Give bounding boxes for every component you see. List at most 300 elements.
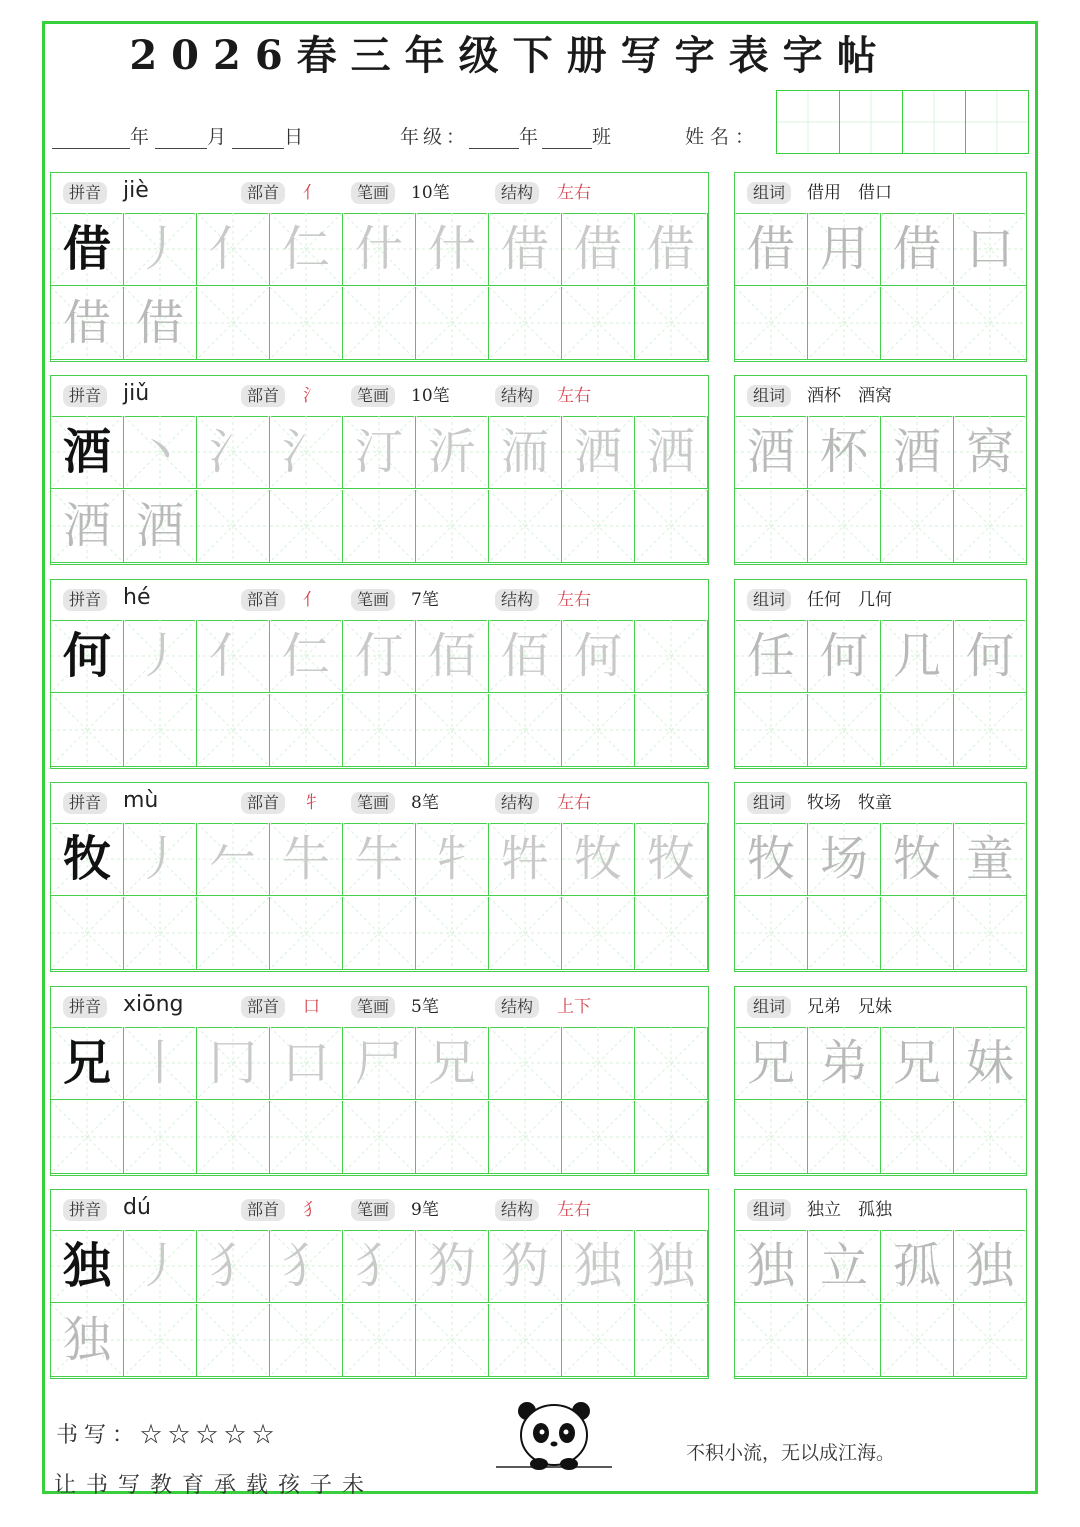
stroke-step-cell[interactable] [197, 1027, 270, 1100]
word-cell-char: 窝 [965, 424, 1014, 480]
practice-cell[interactable] [270, 694, 343, 767]
words-grid [735, 213, 1026, 361]
word-practice-cell[interactable] [808, 287, 881, 360]
word-cell[interactable] [954, 620, 1027, 693]
practice-cell[interactable] [343, 287, 416, 360]
practice-cell[interactable] [124, 694, 197, 767]
radical-value: 口 [303, 997, 320, 1017]
stroke-step-cell[interactable] [197, 416, 270, 489]
month-label: 月 [207, 126, 227, 148]
stroke-step-cell[interactable] [489, 213, 562, 286]
words-tag: 组词 [747, 1199, 791, 1221]
stroke-step-cell[interactable] [562, 823, 635, 896]
stroke-step-cell-char: 丶 [135, 424, 184, 480]
stroke-step-cell[interactable] [562, 1027, 635, 1100]
stroke-step-cell[interactable] [270, 1027, 343, 1100]
word-cell[interactable] [954, 213, 1027, 286]
stroke-step-cell-char: 什 [354, 221, 403, 277]
word-practice-cell[interactable] [735, 1304, 808, 1377]
grade-label: 年级： [400, 126, 470, 148]
word-cell[interactable] [881, 823, 954, 896]
word-cell-char: 借 [892, 221, 941, 277]
word-practice-cell[interactable] [808, 490, 881, 563]
practice-cell[interactable] [197, 897, 270, 970]
stroke-step-cell[interactable] [124, 416, 197, 489]
words-grid [735, 823, 1026, 971]
stroke-step-cell[interactable] [343, 1230, 416, 1303]
word-practice-cell[interactable] [954, 1304, 1027, 1377]
writing-grid [51, 1230, 708, 1378]
word-cell-char: 借 [746, 221, 795, 277]
stroke-step-cell-char: 氵 [281, 424, 330, 480]
stroke-step-cell[interactable] [562, 620, 635, 693]
pinyin-value: jiè [123, 178, 149, 203]
structure-tag: 结构 [495, 1199, 539, 1221]
word-practice-cell[interactable] [808, 897, 881, 970]
model-cell-char: 牧 [62, 831, 111, 887]
practice-cell[interactable] [51, 1101, 124, 1174]
practice-cell-char: 独 [62, 1312, 111, 1368]
word-cell-char: 酒 [746, 424, 795, 480]
page-title: 2026春三年级下册写字表字帖 [129, 32, 891, 79]
stroke-step-cell[interactable] [343, 1027, 416, 1100]
grade-class-label: 班 [592, 126, 616, 148]
practice-cell[interactable] [489, 1304, 562, 1377]
stroke-step-cell[interactable] [416, 1027, 489, 1100]
word-cell-char: 酒 [892, 424, 941, 480]
practice-cell[interactable] [197, 1304, 270, 1377]
stroke-step-cell-char: 犳 [500, 1238, 549, 1294]
stroke-step-cell[interactable] [270, 213, 343, 286]
practice-cell[interactable] [635, 490, 708, 563]
practice-cell[interactable] [489, 694, 562, 767]
word-cell[interactable] [808, 416, 881, 489]
practice-cell[interactable] [343, 1101, 416, 1174]
stroke-step-cell[interactable] [489, 620, 562, 693]
stroke-step-cell[interactable] [343, 416, 416, 489]
pinyin-value: xiōng [123, 992, 184, 1017]
stroke-step-cell-char: 独 [573, 1238, 622, 1294]
stroke-step-cell[interactable] [416, 1230, 489, 1303]
stroke-step-cell-char: 犭 [208, 1238, 257, 1294]
word-practice-cell[interactable] [808, 694, 881, 767]
structure-tag: 结构 [495, 589, 539, 611]
stroke-step-cell-char: 丨 [135, 1035, 184, 1091]
word-practice-cell[interactable] [735, 1101, 808, 1174]
practice-cell[interactable] [489, 1101, 562, 1174]
practice-cell[interactable] [270, 1101, 343, 1174]
words-info [735, 1190, 1026, 1231]
model-cell[interactable] [51, 416, 124, 489]
word-practice-cell[interactable] [954, 897, 1027, 970]
practice-cell[interactable] [124, 490, 197, 563]
quote: 不积小流，无以成江海。 [686, 1442, 896, 1464]
word-cell[interactable] [881, 1230, 954, 1303]
pinyin-value: mù [123, 788, 159, 813]
char-block [50, 172, 1027, 362]
practice-cell[interactable] [51, 490, 124, 563]
stroke-step-cell[interactable] [270, 1230, 343, 1303]
words-info [735, 173, 1026, 214]
word-cell[interactable] [881, 416, 954, 489]
practice-cell-char: 借 [135, 295, 184, 351]
stroke-step-cell-char: 尸 [354, 1035, 403, 1091]
structure-value: 左右 [557, 386, 591, 406]
char-info [51, 173, 708, 214]
words-grid [735, 1230, 1026, 1378]
structure-tag: 结构 [495, 385, 539, 407]
grade-line [400, 122, 615, 149]
word-practice-cell[interactable] [735, 897, 808, 970]
stroke-step-cell[interactable] [343, 823, 416, 896]
stroke-step-cell-char: 独 [646, 1238, 695, 1294]
stroke-step-cell[interactable] [489, 416, 562, 489]
char-info [51, 987, 708, 1028]
stroke-step-cell[interactable] [343, 213, 416, 286]
model-cell[interactable] [51, 1027, 124, 1100]
word-cell-char: 立 [819, 1238, 868, 1294]
word-practice-cell[interactable] [881, 1304, 954, 1377]
word-practice-cell[interactable] [954, 694, 1027, 767]
practice-cell[interactable] [635, 1101, 708, 1174]
words-panel [734, 579, 1027, 769]
practice-cell[interactable] [197, 1101, 270, 1174]
radical-value: 亻 [303, 183, 320, 203]
practice-cell[interactable] [51, 287, 124, 360]
stroke-step-cell[interactable] [197, 823, 270, 896]
pinyin-tag: 拼音 [63, 385, 107, 407]
char-info [51, 783, 708, 824]
practice-cell[interactable] [416, 897, 489, 970]
practice-cell[interactable] [416, 287, 489, 360]
practice-cell[interactable] [635, 694, 708, 767]
practice-cell[interactable] [270, 287, 343, 360]
stroke-step-cell-char: 丿 [135, 1238, 184, 1294]
char-panel [50, 986, 709, 1176]
stroke-step-cell-char: 牪 [500, 831, 549, 887]
stroke-step-cell-char: 犭 [354, 1238, 403, 1294]
radical-value: 牜 [303, 793, 320, 813]
stroke-step-cell-char: 仁 [281, 221, 330, 277]
stroke-step-cell[interactable] [489, 1230, 562, 1303]
stroke-step-cell-char: 亻 [208, 221, 257, 277]
practice-cell[interactable] [124, 1304, 197, 1377]
char-info [51, 376, 708, 417]
stroke-step-cell[interactable] [197, 620, 270, 693]
practice-cell[interactable] [416, 1304, 489, 1377]
practice-cell[interactable] [489, 490, 562, 563]
word-cell-char: 口 [965, 221, 1014, 277]
word-cell[interactable] [881, 1027, 954, 1100]
practice-cell[interactable] [562, 287, 635, 360]
practice-cell[interactable] [562, 897, 635, 970]
stroke-step-cell-char: 牧 [573, 831, 622, 887]
word-cell-char: 牧 [746, 831, 795, 887]
stroke-step-cell[interactable] [124, 620, 197, 693]
stroke-step-cell-char: 洒 [646, 424, 695, 480]
stroke-step-cell[interactable] [635, 1230, 708, 1303]
stroke-step-cell-char: 洒 [573, 424, 622, 480]
practice-cell[interactable] [343, 490, 416, 563]
word-practice-cell[interactable] [954, 1101, 1027, 1174]
pinyin-tag: 拼音 [63, 589, 107, 611]
practice-cell[interactable] [343, 897, 416, 970]
practice-cell[interactable] [343, 1304, 416, 1377]
word-cell-char: 童 [965, 831, 1014, 887]
stroke-step-cell[interactable] [270, 620, 343, 693]
year-label: 年 [130, 126, 150, 148]
writing-grid [51, 620, 708, 768]
words-grid [735, 1027, 1026, 1175]
practice-cell[interactable] [416, 1101, 489, 1174]
stroke-step-cell-char: 牜 [427, 831, 476, 887]
word-practice-cell[interactable] [881, 287, 954, 360]
radical-tag: 部首 [241, 792, 285, 814]
stroke-step-cell[interactable] [562, 213, 635, 286]
structure-tag: 结构 [495, 182, 539, 204]
practice-cell[interactable] [562, 694, 635, 767]
practice-cell[interactable] [51, 897, 124, 970]
word-practice-cell[interactable] [735, 490, 808, 563]
word-cell-char: 用 [819, 221, 868, 277]
practice-cell[interactable] [489, 897, 562, 970]
char-info [51, 580, 708, 621]
word-practice-cell[interactable] [808, 1101, 881, 1174]
words-value: 酒杯 酒窝 [807, 386, 892, 406]
stroke-step-cell[interactable] [270, 416, 343, 489]
structure-value: 左右 [557, 590, 591, 610]
model-cell[interactable] [51, 620, 124, 693]
name-box[interactable] [966, 91, 1028, 153]
stroke-step-cell[interactable] [124, 823, 197, 896]
stroke-step-cell[interactable] [416, 213, 489, 286]
word-cell[interactable] [808, 1230, 881, 1303]
name-box[interactable] [903, 91, 966, 153]
stroke-step-cell[interactable] [124, 213, 197, 286]
stroke-step-cell[interactable] [635, 416, 708, 489]
stroke-step-cell[interactable] [562, 416, 635, 489]
practice-cell[interactable] [270, 1304, 343, 1377]
stroke-step-cell[interactable] [635, 620, 708, 693]
model-cell-char: 独 [62, 1238, 111, 1294]
practice-cell-char: 借 [62, 295, 111, 351]
word-cell-char: 牧 [892, 831, 941, 887]
stroke-step-cell[interactable] [416, 620, 489, 693]
grade-year-label: 年 [519, 126, 543, 148]
stroke-step-cell[interactable] [270, 823, 343, 896]
stroke-step-cell[interactable] [635, 1027, 708, 1100]
radical-tag: 部首 [241, 385, 285, 407]
practice-cell[interactable] [416, 490, 489, 563]
word-practice-cell[interactable] [881, 1101, 954, 1174]
practice-cell[interactable] [197, 694, 270, 767]
radical-value: 亻 [303, 590, 320, 610]
words-tag: 组词 [747, 182, 791, 204]
word-practice-cell[interactable] [954, 287, 1027, 360]
practice-cell[interactable] [416, 694, 489, 767]
word-cell[interactable] [735, 1230, 808, 1303]
stroke-step-cell[interactable] [416, 823, 489, 896]
practice-cell[interactable] [635, 897, 708, 970]
structure-value: 上下 [557, 997, 591, 1017]
structure-value: 左右 [557, 183, 591, 203]
words-grid [735, 416, 1026, 564]
structure-value: 左右 [557, 1200, 591, 1220]
word-cell[interactable] [881, 213, 954, 286]
practice-cell[interactable] [562, 490, 635, 563]
model-cell-char: 何 [62, 628, 111, 684]
strokes-value: 10笔 [411, 386, 450, 406]
pinyin-tag: 拼音 [63, 1199, 107, 1221]
practice-cell[interactable] [489, 287, 562, 360]
model-cell[interactable] [51, 1230, 124, 1303]
char-panel [50, 579, 709, 769]
model-cell-char: 借 [62, 221, 111, 277]
stroke-step-cell[interactable] [124, 1230, 197, 1303]
words-info [735, 376, 1026, 417]
word-cell[interactable] [954, 823, 1027, 896]
words-tag: 组词 [747, 792, 791, 814]
strokes-tag: 笔画 [351, 589, 395, 611]
practice-cell[interactable] [343, 694, 416, 767]
word-cell-char: 弟 [819, 1035, 868, 1091]
word-cell[interactable] [735, 213, 808, 286]
practice-cell[interactable] [270, 897, 343, 970]
stroke-step-cell-char: 仃 [354, 628, 403, 684]
word-cell-char: 独 [965, 1238, 1014, 1294]
words-panel [734, 172, 1027, 362]
strokes-tag: 笔画 [351, 1199, 395, 1221]
stroke-step-cell-char: 丿 [135, 221, 184, 277]
stroke-step-cell-char: 亻 [208, 628, 257, 684]
stroke-step-cell-char: 佰 [500, 628, 549, 684]
stroke-step-cell-char: 𠂉 [208, 831, 257, 887]
practice-cell[interactable] [124, 897, 197, 970]
radical-tag: 部首 [241, 996, 285, 1018]
char-info [51, 1190, 708, 1231]
structure-value: 左右 [557, 793, 591, 813]
stroke-step-cell[interactable] [562, 1230, 635, 1303]
structure-tag: 结构 [495, 996, 539, 1018]
practice-cell[interactable] [197, 287, 270, 360]
stroke-step-cell[interactable] [416, 416, 489, 489]
slogan: 让书写教育承载孩子未 [54, 1473, 375, 1498]
words-panel [734, 782, 1027, 972]
practice-cell[interactable] [562, 1304, 635, 1377]
date-line [52, 122, 303, 149]
char-panel [50, 782, 709, 972]
words-tag: 组词 [747, 589, 791, 611]
stroke-step-cell[interactable] [635, 823, 708, 896]
stroke-step-cell[interactable] [197, 1230, 270, 1303]
stroke-step-cell-char: 犳 [427, 1238, 476, 1294]
strokes-value: 5笔 [411, 997, 439, 1017]
word-practice-cell[interactable] [881, 490, 954, 563]
practice-cell[interactable] [635, 1304, 708, 1377]
word-practice-cell[interactable] [954, 490, 1027, 563]
writing-grid [51, 823, 708, 971]
word-cell[interactable] [735, 416, 808, 489]
stroke-step-cell[interactable] [635, 213, 708, 286]
word-cell[interactable] [735, 620, 808, 693]
word-cell[interactable] [735, 823, 808, 896]
word-cell[interactable] [808, 823, 881, 896]
practice-cell-char: 酒 [62, 498, 111, 554]
radical-tag: 部首 [241, 182, 285, 204]
stroke-step-cell-char: 牛 [354, 831, 403, 887]
word-cell[interactable] [735, 1027, 808, 1100]
word-practice-cell[interactable] [735, 694, 808, 767]
word-practice-cell[interactable] [881, 694, 954, 767]
stroke-step-cell-char: 什 [427, 221, 476, 277]
word-cell[interactable] [954, 1230, 1027, 1303]
word-cell-char: 兄 [746, 1035, 795, 1091]
stroke-step-cell[interactable] [343, 620, 416, 693]
model-cell[interactable] [51, 213, 124, 286]
model-cell[interactable] [51, 823, 124, 896]
word-practice-cell[interactable] [881, 897, 954, 970]
stroke-step-cell[interactable] [124, 1027, 197, 1100]
name-boxes[interactable] [776, 90, 1029, 154]
pinyin-value: dú [123, 1195, 151, 1220]
practice-cell[interactable] [124, 1101, 197, 1174]
stroke-step-cell-char: 口 [281, 1035, 330, 1091]
practice-cell[interactable] [635, 287, 708, 360]
practice-cell[interactable] [51, 694, 124, 767]
word-cell[interactable] [808, 620, 881, 693]
strokes-value: 9笔 [411, 1200, 439, 1220]
pinyin-value: jiǔ [123, 381, 150, 406]
writing-grid [51, 1027, 708, 1175]
practice-cell[interactable] [124, 287, 197, 360]
words-panel [734, 375, 1027, 565]
strokes-tag: 笔画 [351, 385, 395, 407]
word-cell[interactable] [954, 1027, 1027, 1100]
words-value: 牧场 牧童 [807, 793, 892, 813]
name-box[interactable] [840, 91, 903, 153]
stroke-step-cell-char: 汀 [354, 424, 403, 480]
practice-cell[interactable] [562, 1101, 635, 1174]
word-cell-char: 何 [965, 628, 1014, 684]
word-cell[interactable] [808, 1027, 881, 1100]
stroke-step-cell[interactable] [489, 823, 562, 896]
word-practice-cell[interactable] [735, 287, 808, 360]
practice-cell[interactable] [270, 490, 343, 563]
stroke-step-cell[interactable] [197, 213, 270, 286]
practice-cell[interactable] [197, 490, 270, 563]
word-cell[interactable] [808, 213, 881, 286]
word-cell-char: 兄 [892, 1035, 941, 1091]
word-cell-char: 妹 [965, 1035, 1014, 1091]
name-box[interactable] [777, 91, 840, 153]
word-cell[interactable] [881, 620, 954, 693]
word-cell-char: 杯 [819, 424, 868, 480]
char-panel [50, 375, 709, 565]
word-cell[interactable] [954, 416, 1027, 489]
strokes-value: 10笔 [411, 183, 450, 203]
stroke-step-cell-char: 沂 [427, 424, 476, 480]
practice-cell[interactable] [51, 1304, 124, 1377]
word-cell-char: 几 [892, 628, 941, 684]
stroke-step-cell[interactable] [489, 1027, 562, 1100]
name-label: 姓名： [685, 126, 761, 148]
model-cell-char: 酒 [62, 424, 111, 480]
word-practice-cell[interactable] [808, 1304, 881, 1377]
words-info [735, 580, 1026, 621]
stroke-step-cell-char: 佰 [427, 628, 476, 684]
words-value: 任何 几何 [807, 590, 892, 610]
stroke-step-cell-char: 丿 [135, 628, 184, 684]
